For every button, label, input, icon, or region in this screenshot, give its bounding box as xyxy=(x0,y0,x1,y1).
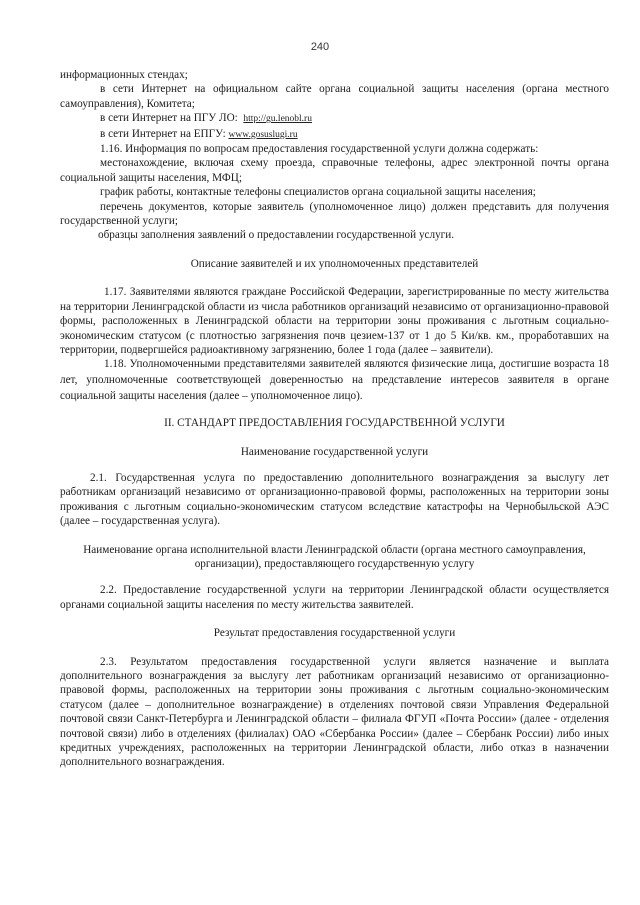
paragraph-1-16-item-3: перечень документов, которые заявитель (уполномоченное лицо) должен представить для получения государственной услуги; xyxy=(60,200,609,228)
service-name-heading: Наименование государственной услуги xyxy=(240,445,429,458)
pgu-label: в сети Интернет на ПГУ ЛО: xyxy=(100,112,238,125)
applicants-heading: Описание заявителей и их уполномоченных представителей xyxy=(190,257,479,270)
paragraph-1-16-item-2: график работы, контактные телефоны специалистов органа социальной защиты населения; xyxy=(100,186,536,199)
intro-pgu-line xyxy=(60,111,609,126)
intro-line-2: в сети Интернет на официальном сайте органа социальной защиты населения (органа местного самоуправления), Комитета; xyxy=(60,83,609,110)
paragraph-1-16-head: 1.16. Информация по вопросам предоставления государственной услуги должна содержать: xyxy=(100,143,539,156)
paragraph-1-16-item-4: образцы заполнения заявлений о предоставлении государственной услуги. xyxy=(98,229,455,242)
epgu-link[interactable]: www.gosuslugi.ru xyxy=(228,129,298,140)
organ-name-heading: Наименование органа исполнительной власти Ленинградской области (органа местного самоуправления, организации), предоставляющего государственную услугу xyxy=(83,543,586,570)
intro-line-1: информационных стендах; xyxy=(60,69,188,81)
page-number: 240 xyxy=(310,41,330,53)
paragraph-2-3: 2.3. Результатом предоставления государственной услуги является назначение и выплата дополнительного вознаграждения за выслугу лет работникам организаций независимо от организационно-правовой формы, расположенных на территории зоны проживания с льготным социально-экономическим статусом (далее – дополнительное вознаграждение) в отделениях почтовой связи Управления Федеральной почтовой связи Санкт-Петербурга и Ленинградской области – филиала ФГУП «Почта России» (далее - отделения почтовой связи) либо в отделениях (филиалах) ОАО «Сбербанка России» (далее – Сбербанк России) либо иных кредитных учреждениях, расположенных на территории Ленинградской области, либо отказ в назначении дополнительного вознаграждения. xyxy=(60,655,609,769)
document-body xyxy=(60,68,609,770)
paragraph-1-16-item-1: местонахождение, включая схему проезда, справочные телефоны, адрес электронной почты органа социальной защиты населения, МФЦ; xyxy=(60,157,609,184)
paragraph-1-18: 1.18. Уполномоченными представителями заявителей являются физические лица, достигшие возраста 18 лет, уполномоченные соответствующей доверенностью на представление интересов заявителя в органе социальной защиты населения (далее – уполномоченное лицо). xyxy=(60,358,609,402)
intro-epgu-line xyxy=(60,127,609,142)
paragraph-2-2: 2.2. Предоставление государственной услуги на территории Ленинградской области осуществляется органами социальной защиты населения по месту жительства заявителей. xyxy=(60,584,609,611)
pgu-link[interactable]: http://gu.lenobl.ru xyxy=(243,114,312,125)
section-2-title: II. СТАНДАРТ ПРЕДОСТАВЛЕНИЯ ГОСУДАРСТВЕННОЙ УСЛУГИ xyxy=(164,417,505,430)
result-heading: Результат предоставления государственной услуги xyxy=(213,627,456,640)
epgu-label: в сети Интернет на ЕПГУ: xyxy=(100,127,226,140)
paragraph-2-1: 2.1. Государственная услуга по предоставлению дополнительного вознаграждения за выслугу лет работникам организаций независимо от организационно-правовой формы, расположенных на территории зоны проживания с льготным социально-экономическим статусом вследствие катастрофы на Чернобыльской АЭС (далее – государственная услуга). xyxy=(60,471,609,528)
paragraph-1-17: 1.17. Заявителями являются граждане Российской Федерации, зарегистрированные по месту жительства на территории Ленинградской области из числа работников организаций независимо от организационно-правовой формы, расположенных в Ленинградской области на территории зоны проживания с льготным социально-экономическим статусом (с плотностью загрязнения почв цезием-137 от 1 до 5 Ки/кв. км., проработавших на территории, подвергшейся радиоактивному загрязнению, более 1 года (далее – заявители). xyxy=(60,286,609,356)
